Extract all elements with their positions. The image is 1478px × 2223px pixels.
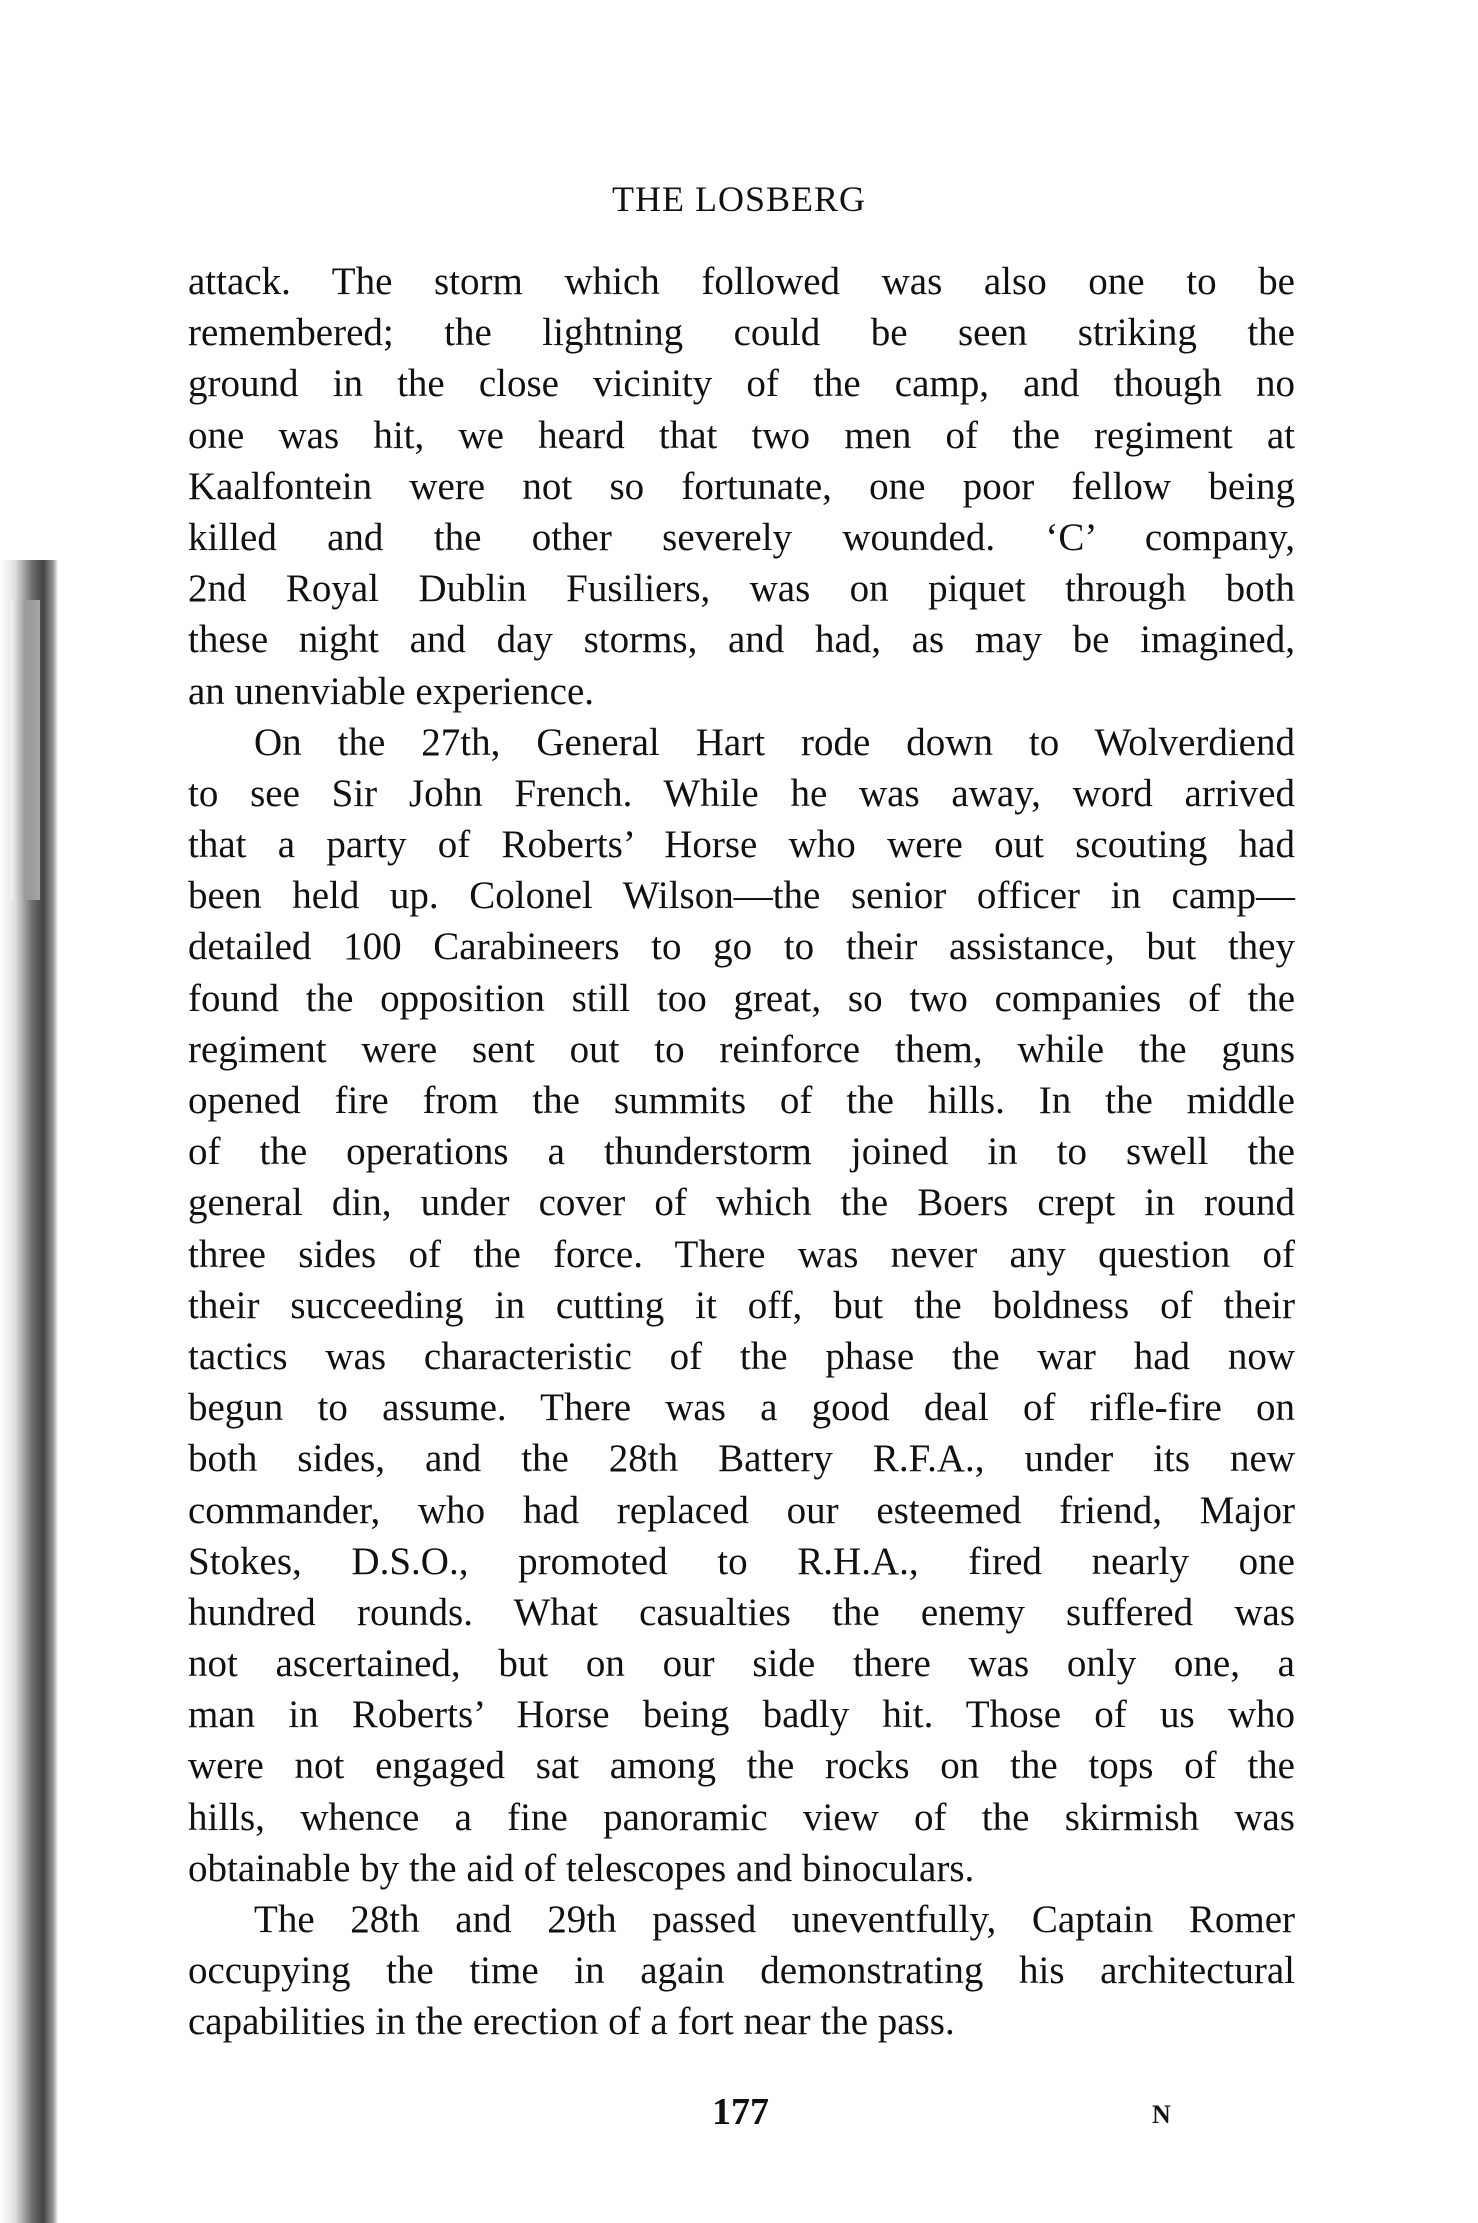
text-line: killed and the other severely wounded. ‘C’ company, xyxy=(188,515,1295,559)
text-line: hills, whence a fine panoramic view of the skirmish was xyxy=(188,1795,1295,1839)
text-line: not ascertained, but on our side there was only one, a xyxy=(188,1642,1295,1686)
text-line: obtainable by the aid of telescopes and binoculars. xyxy=(188,1846,975,1890)
text-line: occupying the time in again demonstrating his architectural xyxy=(188,1949,1295,1993)
text-line: capabilities in the erection of a fort near the pass. xyxy=(188,2000,955,2044)
text-line: Stokes, D.S.O., promoted to R.H.A., fired nearly one xyxy=(188,1539,1295,1583)
text-line: remembered; the lightning could be seen striking the xyxy=(188,311,1295,355)
text-line: hundred rounds. What casualties the enemy suffered was xyxy=(188,1590,1295,1634)
text-line: were not engaged sat among the rocks on the tops of the xyxy=(188,1744,1295,1788)
text-line: of the operations a thunderstorm joined in to swell the xyxy=(188,1130,1295,1174)
text-line: attack. The storm which followed was also one to be xyxy=(188,260,1295,303)
text-line: Kaalfontein were not so fortunate, one poor fellow being xyxy=(188,464,1295,508)
text-line: tactics was characteristic of the phase the war had now xyxy=(188,1334,1295,1378)
paragraph xyxy=(188,717,1295,1894)
paragraph xyxy=(188,256,1295,717)
running-head: THE LOSBERG xyxy=(612,179,866,219)
text-line: 2nd Royal Dublin Fusiliers, was on piquet through both xyxy=(188,567,1295,611)
text-line: detailed 100 Carabineers to go to their assistance, but they xyxy=(188,925,1295,969)
text-line: man in Roberts’ Horse being badly hit. Those of us who xyxy=(188,1693,1295,1737)
text-line: The 28th and 29th passed uneventfully, Captain Romer xyxy=(254,1898,1295,1941)
text-line: these night and day storms, and had, as may be imagined, xyxy=(188,618,1295,662)
page-body-text xyxy=(188,256,1295,2048)
page-number: 177 xyxy=(712,2091,769,2133)
text-line: regiment were sent out to reinforce them, while the guns xyxy=(188,1027,1295,1071)
signature-mark: N xyxy=(1152,2100,1171,2129)
text-line: On the 27th, General Hart rode down to Wolverdiend xyxy=(254,720,1295,764)
text-line: their succeeding in cutting it off, but the boldness of their xyxy=(188,1283,1295,1327)
text-line: an unenviable experience. xyxy=(188,669,595,713)
text-line: to see Sir John French. While he was away, word arrived xyxy=(188,771,1295,815)
text-line: both sides, and the 28th Battery R.F.A., under its new xyxy=(188,1437,1295,1481)
text-line: one was hit, we heard that two men of the regiment at xyxy=(188,413,1295,457)
text-line: found the opposition still too great, so two companies of the xyxy=(188,976,1295,1020)
text-line: opened fire from the summits of the hills. In the middle xyxy=(188,1079,1295,1122)
text-line: begun to assume. There was a good deal of rifle-fire on xyxy=(188,1386,1295,1430)
text-line: general din, under cover of which the Boers crept in round xyxy=(188,1181,1295,1225)
text-line: three sides of the force. There was never any question of xyxy=(188,1232,1295,1276)
text-line: that a party of Roberts’ Horse who were out scouting had xyxy=(188,823,1295,867)
text-line: been held up. Colonel Wilson—the senior officer in camp— xyxy=(188,874,1295,918)
scanned-binding-shadow-light xyxy=(10,600,40,900)
text-line: ground in the close vicinity of the camp, and though no xyxy=(188,362,1295,406)
paragraph xyxy=(188,1894,1295,2048)
text-line: commander, who had replaced our esteemed friend, Major xyxy=(188,1488,1295,1532)
